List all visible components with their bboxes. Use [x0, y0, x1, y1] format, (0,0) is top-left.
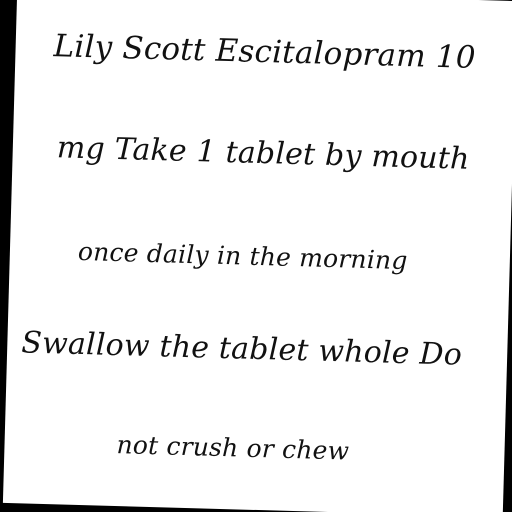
text-line-4: Swallow the tablet whole Do	[20, 325, 463, 373]
text-line-5: not crush or chew	[116, 430, 350, 466]
text-line-2: mg Take 1 tablet by mouth	[56, 130, 470, 177]
text-line-3: once daily in the morning	[77, 236, 408, 276]
text-line-1: Lily Scott Escitalopram 10	[53, 28, 477, 76]
label-paper	[3, 0, 512, 512]
